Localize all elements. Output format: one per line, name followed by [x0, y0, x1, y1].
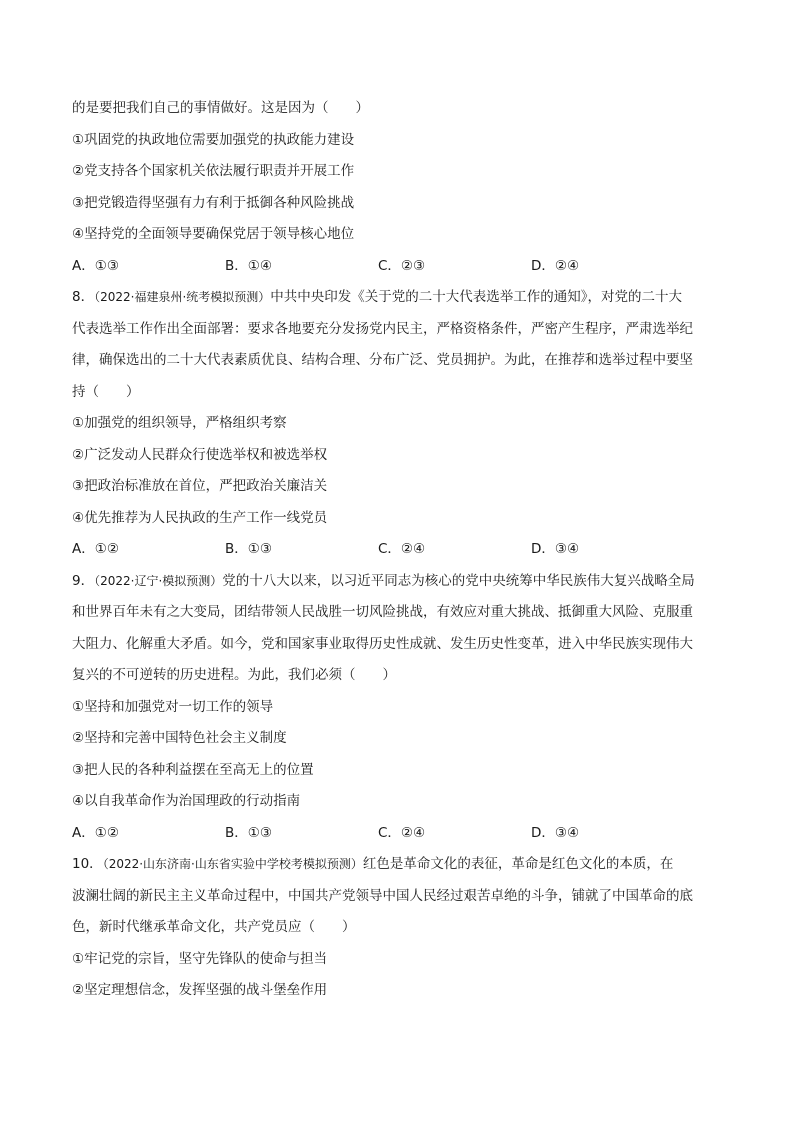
choice-c: C．②④: [378, 541, 426, 557]
question-9-stem-line-1: [72, 571, 732, 592]
question-7: [72, 98, 732, 277]
question-9-option-2: ②坚持和完善中国特色社会主义制度: [72, 730, 287, 746]
choice-c: C．②③: [378, 257, 426, 274]
question-7-option-3: ③把党锻造得坚强有力有利于抵御各种风险挑战: [72, 194, 355, 211]
question-9: [72, 571, 732, 844]
choice-a: A．①③: [72, 257, 119, 274]
question-7-choices: [72, 256, 732, 277]
question-9-choices: [72, 823, 732, 844]
question-8-stem-line-4: 持（ ）: [72, 383, 140, 400]
question-9-stem-line-3: 大阻力、化解重大矛盾。如今，党和国家事业取得历史性成就、发生历史性变革，进入中华民族实现伟大: [72, 635, 693, 652]
question-7-stem-tail: 的是要把我们自己的事情做好。这是因为（ ）: [72, 100, 369, 116]
question-9-option-1: ①坚持和加强党对一切工作的领导: [72, 698, 274, 715]
choice-b: B．①③: [225, 824, 272, 841]
question-7-option-1: ①巩固党的执政地位需要加强党的执政能力建设: [72, 131, 355, 148]
question-10: [72, 854, 732, 1001]
question-source: （2022·辽宁·模拟预测）: [94, 573, 223, 588]
choice-d: D．③④: [531, 824, 580, 841]
question-number: 8．: [72, 289, 95, 305]
question-8-option-2: ②广泛发动人民群众行使选举权和被选举权: [72, 446, 328, 463]
choice-d: D．③④: [531, 541, 580, 557]
question-9-stem-line-4: 复兴的不可逆转的历史进程。为此，我们必须（ ）: [72, 667, 396, 683]
question-7-option-4: ④坚持党的全面领导要确保党居于领导核心地位: [72, 226, 355, 242]
question-8-choices: [72, 539, 732, 560]
choice-a: A．①②: [72, 541, 119, 557]
question-number: 9．: [72, 572, 95, 589]
question-10-option-1: ①牢记党的宗旨，坚守先锋队的使命与担当: [72, 950, 328, 967]
question-text: 党的十八大以来，以习近平同志为核心的党中央统筹中华民族伟大复兴战略全局: [222, 572, 695, 589]
question-text: 中共中央印发《关于党的二十大代表选举工作的通知》，对党的二十大: [270, 289, 683, 305]
question-8: [72, 287, 732, 560]
question-source: （2022·福建泉州·统考模拟预测）: [94, 290, 271, 304]
question-8-option-3: ③把政治标准放在首位，严把政治关廉洁关: [72, 478, 328, 494]
choice-d: D．②④: [531, 257, 580, 274]
question-7-option-2: ②党支持各个国家机关依法履行职责并开展工作: [72, 163, 355, 179]
question-10-stem-line-3: 色，新时代继承革命文化，共产党员应（ ）: [72, 919, 356, 935]
question-10-stem-line-2: 波澜壮阔的新民主主义革命过程中，中国共产党领导中国人民经过艰苦卓绝的斗争，铺就了中国革命的底: [72, 887, 693, 904]
question-8-stem-line-3: 律，确保选出的二十大代表素质优良、结构合理、分布广泛、党员拥护。为此，在推荐和选举过程中要坚: [72, 352, 693, 368]
question-9-option-4: ④以自我革命作为治国理政的行动指南: [72, 793, 301, 809]
choice-b: B．①③: [225, 541, 272, 557]
choice-a: A．①②: [72, 824, 119, 841]
question-text: 红色是革命文化的表征，革命是红色文化的本质，在: [362, 856, 674, 872]
question-10-stem-line-1: [72, 854, 732, 875]
question-8-option-1: ①加强党的组织领导，严格组织考察: [72, 415, 287, 431]
choice-b: B．①④: [225, 257, 272, 274]
question-8-stem-line-1: [72, 287, 732, 308]
question-9-option-3: ③把人民的各种利益摆在至高无上的位置: [72, 761, 314, 778]
question-9-stem-line-2: 和世界百年未有之大变局，团结带领人民战胜一切风险挑战，有效应对重大挑战、抵御重大风险、克服重: [72, 604, 693, 620]
question-number: 10．: [72, 856, 103, 872]
question-8-stem-line-2: 代表选举工作作出全面部署：要求各地要充分发扬党内民主，严格资格条件，严密产生程序，严肃选举纪: [72, 320, 693, 337]
question-8-option-4: ④优先推荐为人民执政的生产工作一线党员: [72, 509, 328, 526]
choice-c: C．②④: [378, 824, 426, 841]
exam-page: [72, 98, 732, 1012]
question-10-option-2: ②坚定理想信念，发挥坚强的战斗堡垒作用: [72, 982, 328, 998]
question-source: （2022·山东济南·山东省实验中学校考模拟预测）: [102, 857, 363, 871]
